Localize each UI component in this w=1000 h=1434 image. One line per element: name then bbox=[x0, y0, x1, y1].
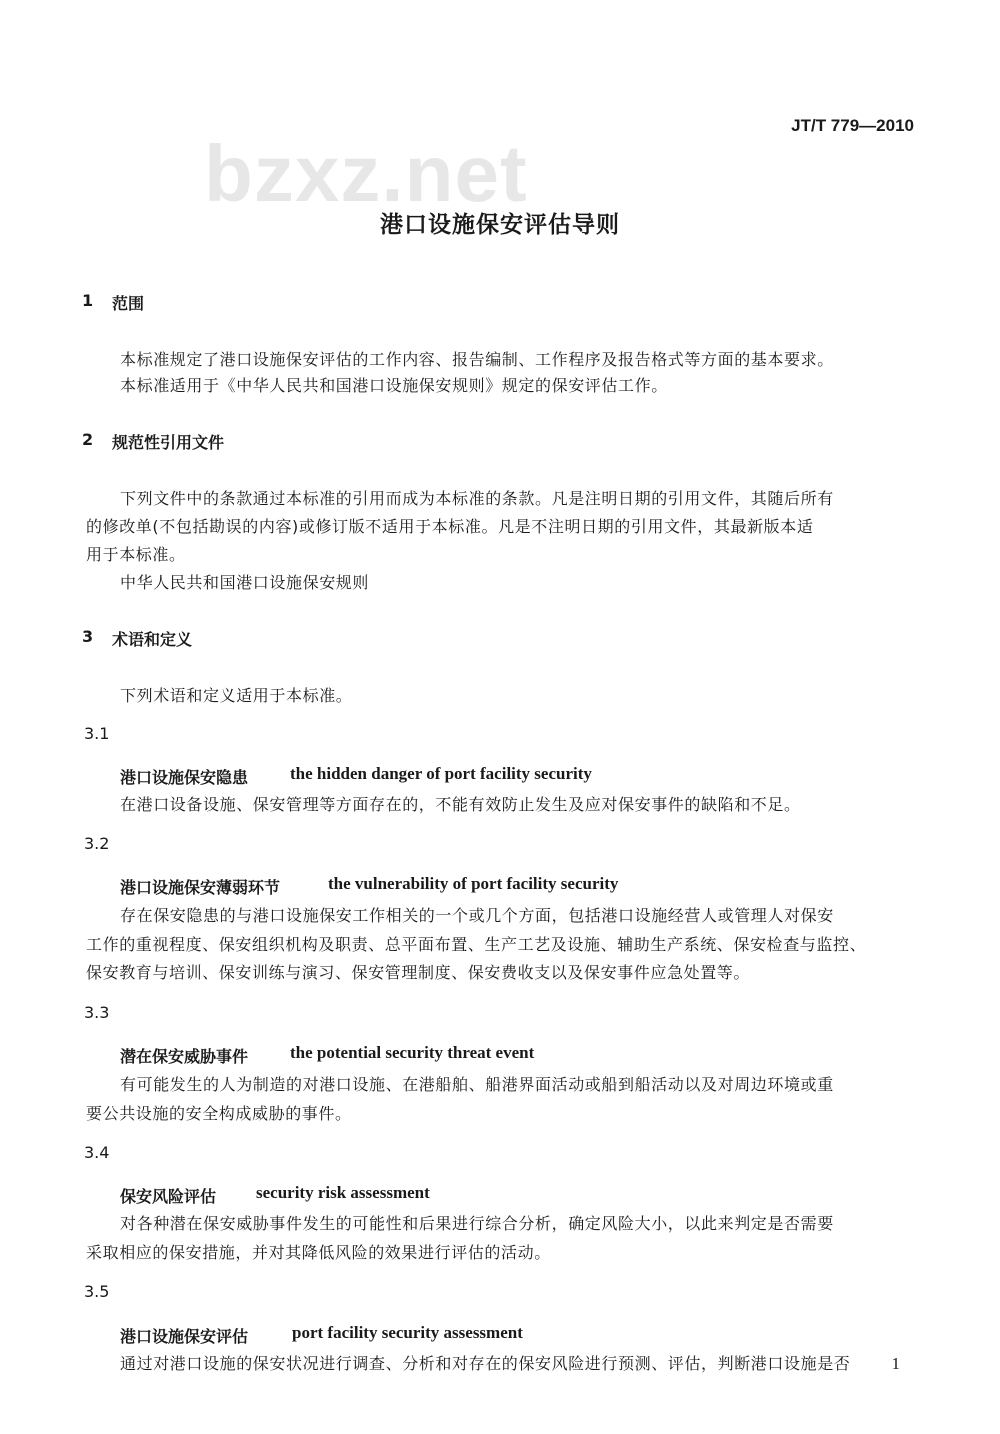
term-english: the vulnerability of port facility security bbox=[328, 874, 619, 893]
standard-number: JT/T 779—2010 bbox=[791, 116, 914, 135]
term-english: security risk assessment bbox=[256, 1183, 430, 1202]
section-3-heading: 术语和定义 bbox=[112, 630, 193, 649]
term-chinese: 潜在保安威胁事件 bbox=[120, 1047, 249, 1066]
section-2-heading: 规范性引用文件 bbox=[112, 433, 225, 452]
paragraph-line: 下列术语和定义适用于本标准。 bbox=[120, 686, 353, 705]
paragraph-line: 用于本标准。 bbox=[86, 545, 186, 564]
term-english: port facility security assessment bbox=[292, 1323, 523, 1342]
term-english: the hidden danger of port facility security bbox=[290, 764, 592, 783]
paragraph-line: 本标准适用于《中华人民共和国港口设施保安规则》规定的保安评估工作。 bbox=[120, 376, 668, 395]
term-chinese: 港口设施保安评估 bbox=[120, 1327, 249, 1346]
section-1-number: 1 bbox=[82, 291, 94, 310]
paragraph-line: 要公共设施的安全构成威胁的事件。 bbox=[86, 1104, 352, 1123]
clause-number: 3.1 bbox=[84, 724, 110, 743]
section-2-number: 2 bbox=[82, 430, 94, 449]
section-1-heading: 范围 bbox=[112, 294, 145, 313]
clause-number: 3.2 bbox=[84, 834, 110, 853]
paragraph-line: 本标准规定了港口设施保安评估的工作内容、报告编制、工作程序及报告格式等方面的基本要求。 bbox=[120, 350, 834, 369]
section-3-number: 3 bbox=[82, 627, 94, 646]
term-chinese: 港口设施保安隐患 bbox=[120, 768, 249, 787]
paragraph-line: 在港口设备设施、保安管理等方面存在的，不能有效防止发生及应对保安事件的缺陷和不足。 bbox=[120, 795, 801, 814]
term-chinese: 保安风险评估 bbox=[120, 1187, 217, 1206]
paragraph-line: 下列文件中的条款通过本标准的引用而成为本标准的条款。凡是注明日期的引用文件，其随后所有 bbox=[120, 489, 834, 508]
clause-number: 3.5 bbox=[84, 1282, 110, 1301]
clause-number: 3.4 bbox=[84, 1143, 110, 1162]
page-number: 1 bbox=[891, 1354, 900, 1373]
term-chinese: 港口设施保安薄弱环节 bbox=[120, 878, 281, 897]
paragraph-line: 存在保安隐患的与港口设施保安工作相关的一个或几个方面，包括港口设施经营人或管理人对保安 bbox=[120, 906, 834, 925]
document-title: 港口设施保安评估导则 bbox=[380, 212, 620, 238]
paragraph-line: 的修改单(不包括勘误的内容)或修订版不适用于本标准。凡是不注明日期的引用文件，其最新版本适 bbox=[86, 517, 814, 536]
paragraph-line: 有可能发生的人为制造的对港口设施、在港船舶、船港界面活动或船到船活动以及对周边环境或重 bbox=[120, 1075, 834, 1094]
paragraph-line: 通过对港口设施的保安状况进行调查、分析和对存在的保安风险进行预测、评估，判断港口设施是否 bbox=[120, 1354, 851, 1373]
paragraph-line: 保安教育与培训、保安训练与演习、保安管理制度、保安费收支以及保安事件应急处置等。 bbox=[86, 963, 751, 982]
paragraph-line: 中华人民共和国港口设施保安规则 bbox=[120, 573, 370, 592]
watermark: bzxz.net bbox=[204, 129, 528, 218]
paragraph-line: 工作的重视程度、保安组织机构及职责、总平面布置、生产工艺及设施、辅助生产系统、保安检查与监控、 bbox=[86, 935, 867, 954]
clause-number: 3.3 bbox=[84, 1003, 110, 1022]
paragraph-line: 采取相应的保安措施，并对其降低风险的效果进行评估的活动。 bbox=[86, 1243, 551, 1262]
paragraph-line: 对各种潜在保安威胁事件发生的可能性和后果进行综合分析，确定风险大小，以此来判定是否需要 bbox=[120, 1214, 834, 1233]
term-english: the potential security threat event bbox=[290, 1043, 535, 1062]
